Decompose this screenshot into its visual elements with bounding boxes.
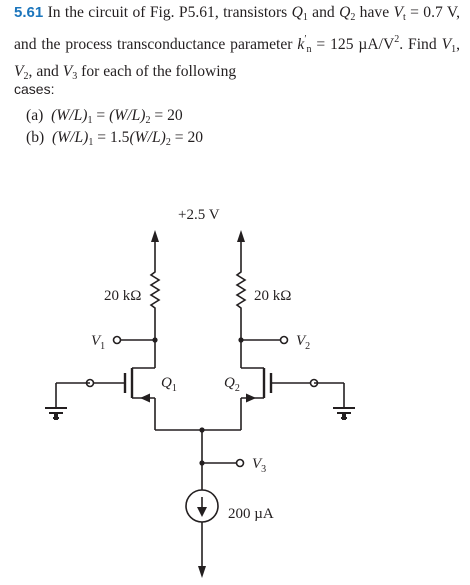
- q2-symbol: Q: [339, 4, 351, 21]
- q1-label: $Q_1$: [161, 375, 177, 394]
- wl-ratio: (W/L): [129, 129, 166, 146]
- vt-symbol: V: [393, 4, 404, 21]
- problem-text-part: and: [307, 4, 340, 21]
- resistor-right: [237, 265, 245, 318]
- case-equals: =: [92, 107, 110, 124]
- problem-text-part: , and: [28, 63, 63, 80]
- negative-supply-arrow: [198, 522, 206, 578]
- wl-ratio: (W/L): [109, 107, 146, 124]
- v1-subscript: 1: [451, 44, 457, 55]
- v1-junction: [152, 337, 157, 342]
- v3-subscript: 3: [72, 71, 78, 82]
- vt-subscript: t: [403, 12, 406, 23]
- current-source: [186, 490, 218, 522]
- kn-symbol: k: [297, 36, 305, 53]
- ground-left-icon: [45, 408, 67, 420]
- transistor-q1: [87, 368, 156, 403]
- q1-symbol: Q: [291, 4, 303, 21]
- case-value: = 20: [170, 129, 204, 146]
- current-label: 200 µA: [228, 506, 274, 522]
- problem-text-part: = 125 µA/V: [311, 36, 395, 53]
- resistor-left: [151, 265, 159, 318]
- v2-terminal: [281, 337, 288, 344]
- problem-number: 5.61: [14, 4, 44, 21]
- supply-arrow-right: [237, 230, 245, 265]
- problem-text-part: . Find: [399, 36, 442, 53]
- supply-label: +2.5 V: [178, 207, 220, 223]
- v1-symbol: V: [441, 36, 452, 53]
- ground-right-icon: [333, 408, 355, 420]
- case-label: (b): [26, 129, 45, 146]
- v2-label: $V_2$: [296, 333, 311, 352]
- problem-text-part: for each of the following: [77, 63, 237, 80]
- v3-symbol: V: [62, 63, 73, 80]
- supply-arrow-left: [151, 230, 159, 265]
- case-equals: = 1.5: [93, 129, 130, 146]
- v2-junction: [238, 337, 243, 342]
- transistor-q2: [241, 368, 318, 403]
- kn-subscript: n: [306, 44, 312, 55]
- v3-junction: [199, 460, 204, 465]
- kn-prime: ′: [304, 34, 307, 45]
- q2-label: $Q_2$: [224, 375, 240, 394]
- wl-subscript: 2: [165, 137, 171, 148]
- v2-subscript: 2: [23, 71, 29, 82]
- problem-text-part: have: [355, 4, 394, 21]
- wl-subscript: 1: [87, 115, 93, 126]
- squared-exponent: 2: [394, 34, 400, 45]
- q1-subscript: 1: [302, 12, 308, 23]
- wl-subscript: 1: [88, 137, 94, 148]
- problem-text-part: = 0.7 V, and the process transconductance parameter: [14, 4, 461, 53]
- v3-label: $V_3$: [252, 456, 267, 475]
- cases-label: cases:: [14, 81, 55, 97]
- q2-subscript: 2: [350, 12, 356, 23]
- wl-subscript: 2: [145, 115, 151, 126]
- wl-ratio: (W/L): [51, 107, 88, 124]
- v3-terminal: [237, 460, 244, 467]
- v1-terminal: [114, 337, 121, 344]
- r1-label: 20 kΩ: [104, 288, 142, 304]
- case-label: (a): [26, 107, 44, 124]
- wl-ratio: (W/L): [51, 129, 89, 146]
- problem-text-part: ,: [456, 36, 460, 53]
- v1-label: $V_1$: [91, 333, 106, 352]
- v2-symbol: V: [14, 63, 24, 80]
- r2-label: 20 kΩ: [254, 288, 292, 304]
- problem-text-part: In the circuit of Fig. P5.61, transistors: [47, 4, 292, 21]
- case-value: = 20: [150, 107, 183, 124]
